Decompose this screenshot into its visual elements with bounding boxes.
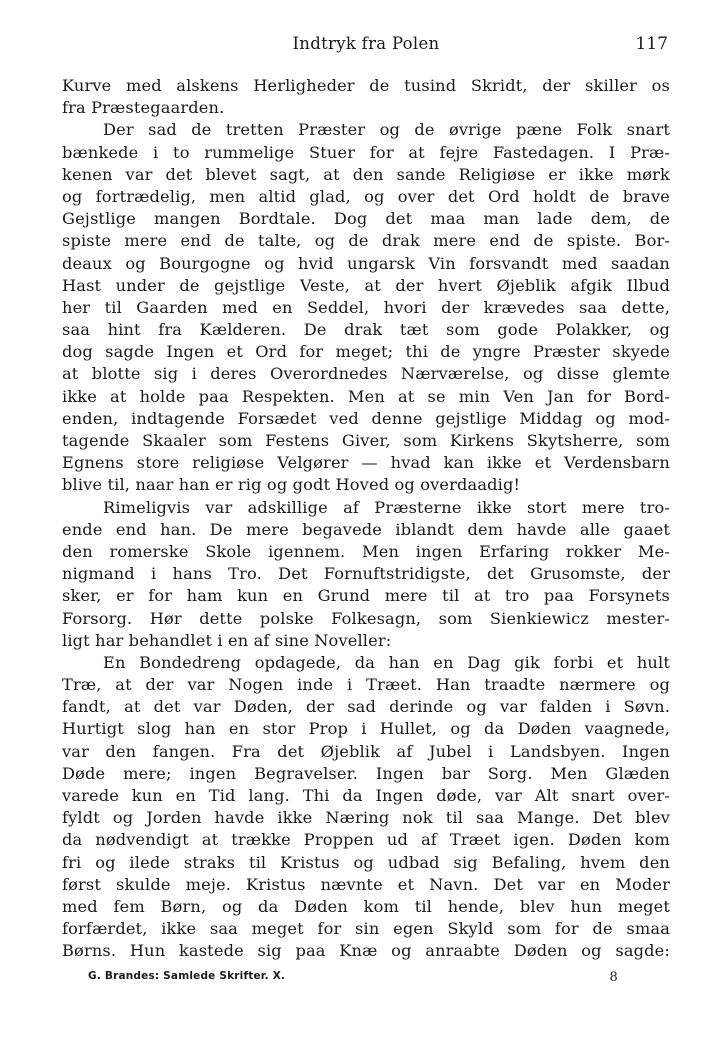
body-text [62, 75, 670, 963]
text-line: fandt, at det var Døden, der sad derinde og var falden i Søvn. [62, 697, 670, 717]
text-line: her til Gaarden med en Seddel, hvori der krævedes saa dette, [62, 297, 670, 317]
text-line: enden, indtagende Forsædet ved denne gejstlige Middag og mod- [62, 408, 670, 428]
text-line: Træ, at der var Nogen inde i Træet. Han traadte nærmere og [62, 675, 670, 695]
text-line: Børns. Hun kastede sig paa Knæ og anraabte Døden og sagde: [62, 941, 670, 961]
text-line: Gejstlige mangen Bordtale. Dog det maa man lade dem, de [62, 209, 670, 229]
text-line: Egnens store religiøse Velgører — hvad kan ikke et Verdensbarn [62, 453, 670, 473]
text-line: og fortrædelig, men altid glad, og over det Ord holdt de brave [62, 186, 670, 206]
text-line: Hurtigt slog han en stor Prop i Hullet, og da Døden vaagnede, [62, 719, 670, 739]
text-line: deaux og Bourgogne og hvid ungarsk Vin forsvandt med saadan [62, 253, 670, 273]
page-number: 117 [635, 34, 668, 54]
text-line: den romerske Skole igennem. Men ingen Erfaring rokker Me- [62, 541, 670, 561]
text-line: fri og ilede straks til Kristus og udbad sig Befaling, hvem den [62, 852, 670, 872]
text-line: kenen var det blevet sagt, at den sande Religiøse er ikke mørk [62, 164, 670, 184]
text-line: bænkede i to rummelige Stuer for at fejre Fastedagen. I Præ- [62, 142, 670, 162]
text-line: fyldt og Jorden havde ikke Næring nok til saa Mange. Det blev [62, 808, 670, 828]
text-line: da nødvendigt at trække Proppen ud af Træet igen. Døden kom [62, 830, 670, 850]
text-line: spiste mere end de talte, og de drak mere end de spiste. Bor- [62, 231, 670, 251]
imprint-line: G. Brandes: Samlede Skrifter. X. [88, 970, 286, 982]
text-line: var den fangen. Fra det Øjeblik af Jubel i Landsbyen. Ingen [62, 741, 670, 761]
text-line: Der sad de tretten Præster og de øvrige pæne Folk snart [103, 120, 670, 140]
text-line: med fem Børn, og da Døden kom til hende, blev hun meget [62, 896, 670, 916]
text-line: nigmand i hans Tro. Det Fornuftstridigste, det Grusomste, der [62, 564, 670, 584]
text-line: først skulde meje. Kristus nævnte et Navn. Det var en Moder [62, 874, 670, 894]
text-line: Døde mere; ingen Begravelser. Ingen bar Sorg. Men Glæden [62, 763, 670, 783]
text-line: Rimeligvis var adskillige af Præsterne ikke stort mere tro- [103, 497, 670, 517]
text-line: tagende Skaaler som Festens Giver, som Kirkens Skytsherre, som [62, 431, 670, 450]
text-line: at blotte sig i deres Overordnedes Nærværelse, og disse glemte [62, 364, 670, 384]
signature-mark: 8 [609, 970, 618, 985]
text-line: ligt har behandlet i en af sine Noveller: [62, 630, 392, 650]
running-header [62, 34, 670, 56]
text-line: blive til, naar han er rig og godt Hoved og overdaadig! [62, 475, 521, 495]
text-line: ende end han. De mere begavede iblandt dem havde alle gaaet [62, 519, 670, 539]
text-line: Kurve med alskens Herligheder de tusind Skridt, der skiller os [62, 76, 670, 95]
text-line: Hast under de gejstlige Veste, at der hvert Øjeblik afgik Ilbud [62, 275, 670, 295]
text-line: fra Præstegaarden. [62, 98, 225, 118]
text-line: varede kun en Tid lang. Thi da Ingen døde, var Alt snart over- [62, 786, 670, 805]
text-line: forfærdet, ikke saa meget for sin egen Skyld som for de smaa [62, 919, 670, 939]
text-line: sker, er for ham kun en Grund mere til at tro paa Forsynets [62, 586, 670, 606]
page-footer [88, 970, 618, 988]
text-line: ikke at holde paa Respekten. Men at se min Ven Jan for Bord- [62, 386, 670, 406]
text-line: saa hint fra Kælderen. De drak tæt som gode Polakker, og [62, 320, 670, 340]
text-line: dog sagde Ingen et Ord for meget; thi de yngre Præster skyede [62, 342, 670, 362]
text-line: En Bondedreng opdagede, da han en Dag gik forbi et hult [103, 652, 670, 672]
text-line: Forsorg. Hør dette polske Folkesagn, som Sienkiewicz mester- [62, 608, 670, 628]
running-title: Indtryk fra Polen [292, 34, 440, 53]
